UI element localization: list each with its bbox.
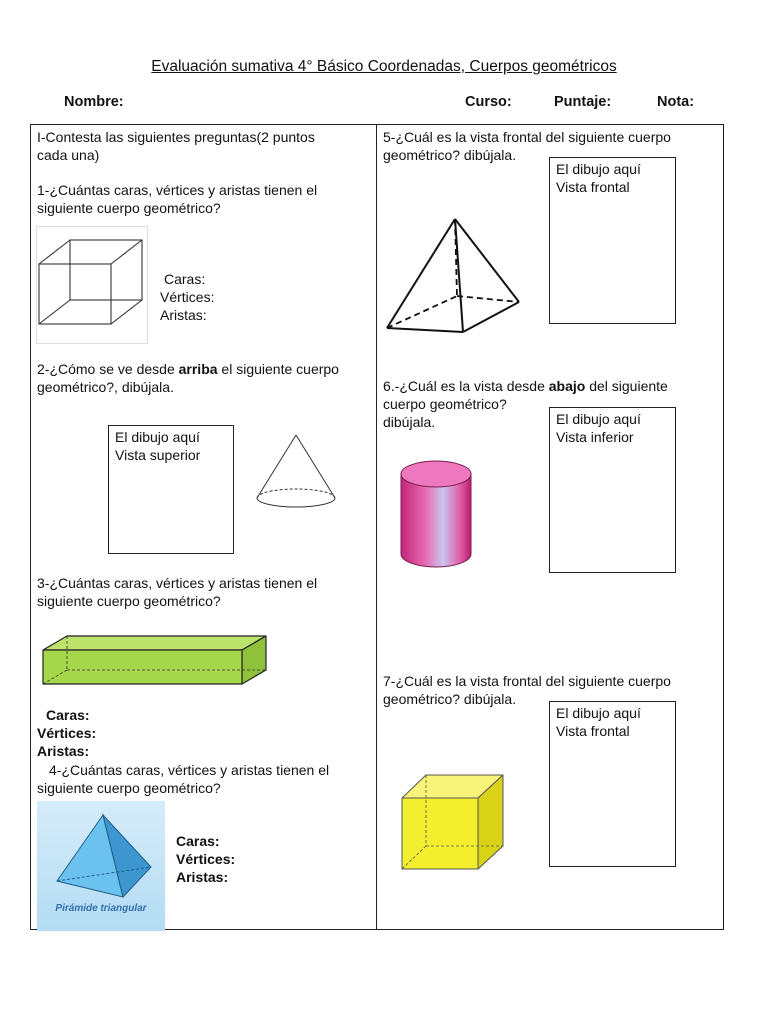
- pyramid-caption: Pirámide triangular: [55, 903, 147, 914]
- q6-line1-pre: 6.-¿Cuál es la vista desde: [383, 378, 549, 394]
- yellow-cube-image: [400, 772, 506, 872]
- column-divider: [376, 124, 377, 930]
- q4-caras: Caras:: [176, 833, 220, 849]
- q7-line2: geométrico? dibújala.: [383, 691, 517, 707]
- q6-line1-bold: abajo: [548, 378, 586, 394]
- triangular-pyramid-drawing: [37, 801, 165, 905]
- q7-box-line2: Vista frontal: [556, 723, 630, 739]
- q5-drawing-box[interactable]: [549, 157, 676, 324]
- q2-line1-bold: arriba: [178, 361, 218, 377]
- page-title: Evaluación sumativa 4° Básico Coordenadas, Cuerpos geométricos: [151, 58, 617, 75]
- q1-aristas: Aristas:: [160, 307, 207, 323]
- q1-caras: Caras:: [164, 271, 206, 287]
- q2-line1: [37, 360, 339, 378]
- q2-line1-post: el siguiente cuerpo: [217, 361, 339, 377]
- q5-line1: 5-¿Cuál es la vista frontal del siguiente cuerpo: [383, 129, 671, 145]
- q1-vertices: Vértices:: [160, 289, 215, 305]
- q3-vertices: Vértices:: [37, 725, 97, 741]
- q6-line1-post: del siguiente: [585, 378, 668, 394]
- q1-line2: siguiente cuerpo geométrico?: [37, 200, 221, 216]
- q2-line1-pre: 2-¿Cómo se ve desde: [37, 361, 179, 377]
- q1-line1: 1-¿Cuántas caras, vértices y aristas tienen el: [37, 182, 318, 198]
- rectangular-prism-image: [40, 632, 270, 688]
- q2-box-line1: El dibujo aquí: [115, 429, 200, 445]
- nombre-label: Nombre:: [64, 94, 124, 110]
- q7-line1: 7-¿Cuál es la vista frontal del siguiente cuerpo: [383, 673, 671, 689]
- q6-box-line2: Vista inferior: [556, 429, 634, 445]
- q5-line2: geométrico? dibújala.: [383, 147, 517, 163]
- q6-line2: cuerpo geométrico?: [383, 396, 507, 412]
- intro-line1: I-Contesta las siguientes preguntas(2 puntos: [37, 129, 315, 145]
- q3-line2: siguiente cuerpo geométrico?: [37, 593, 221, 609]
- square-pyramid-image: [383, 216, 523, 336]
- q5-box-line1: El dibujo aquí: [556, 161, 641, 177]
- q3-aristas: Aristas:: [37, 743, 90, 759]
- cone-image: [254, 432, 340, 512]
- triangular-pyramid-image: [37, 801, 165, 931]
- q6-line3: dibújala.: [383, 414, 436, 430]
- q2-drawing-box[interactable]: [108, 425, 234, 554]
- q6-drawing-box[interactable]: [549, 407, 676, 573]
- q3-line1: 3-¿Cuántas caras, vértices y aristas tienen el: [37, 575, 318, 591]
- q6-line1: [383, 377, 668, 395]
- cylinder-image: [398, 458, 474, 574]
- q3-caras: Caras:: [46, 707, 90, 723]
- q7-drawing-box[interactable]: [549, 701, 676, 867]
- q5-box-line2: Vista frontal: [556, 179, 630, 195]
- cube-wireframe-image: [36, 226, 148, 344]
- curso-label: Curso:: [465, 94, 512, 110]
- q2-line2: geométrico?, dibújala.: [37, 379, 174, 395]
- intro-line2: cada una): [37, 147, 100, 163]
- q4-aristas: Aristas:: [176, 869, 229, 885]
- q4-line1: 4-¿Cuántas caras, vértices y aristas tienen el: [49, 762, 330, 778]
- q4-line2: siguiente cuerpo geométrico?: [37, 780, 221, 796]
- q4-vertices: Vértices:: [176, 851, 236, 867]
- q7-box-line1: El dibujo aquí: [556, 705, 641, 721]
- q2-box-line2: Vista superior: [115, 447, 201, 463]
- q6-box-line1: El dibujo aquí: [556, 411, 641, 427]
- puntaje-label: Puntaje:: [554, 94, 612, 110]
- nota-label: Nota:: [657, 94, 695, 110]
